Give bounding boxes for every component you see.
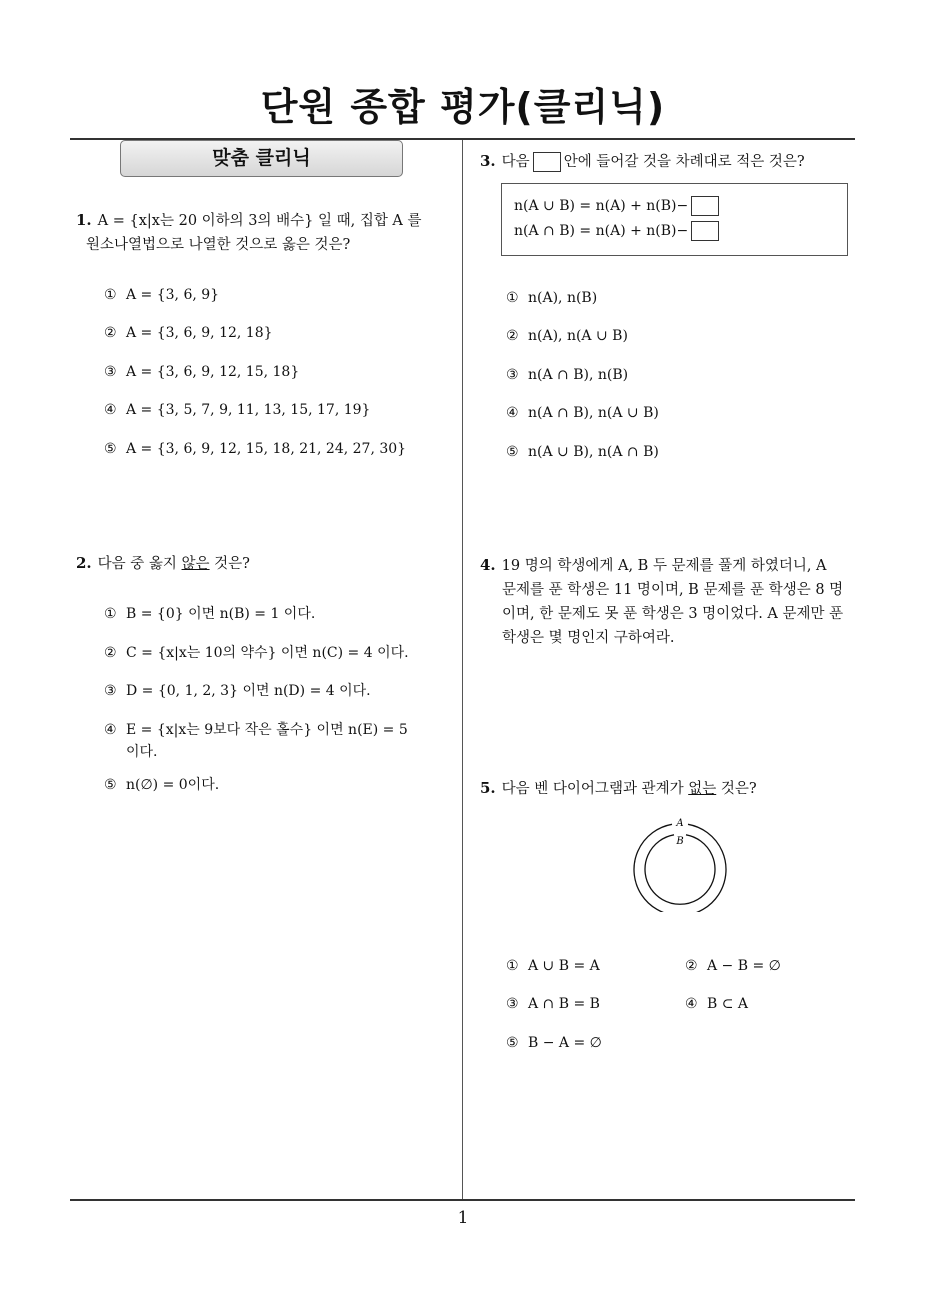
formula-intersection: n(A ∩ B) = n(A) + n(B)−	[502, 219, 847, 244]
q3-option-3[interactable]: ③ n(A ∩ B), n(B)	[506, 367, 629, 383]
q5-option-1[interactable]: ① A ∪ B = A	[506, 958, 600, 974]
question-number: 5.	[480, 779, 496, 797]
question-number: 3.	[480, 152, 496, 170]
emphasis-underline: 않은	[181, 556, 210, 572]
q5-option-4[interactable]: ④ B ⊂ A	[685, 996, 749, 1012]
q3-option-5[interactable]: ⑤ n(A ∪ B), n(A ∩ B)	[506, 444, 659, 460]
question-stem-line2: 원소나열법으로 나열한 것으로 옳은 것은?	[86, 237, 351, 253]
q3-option-4[interactable]: ④ n(A ∩ B), n(A ∪ B)	[506, 405, 659, 421]
page-title: 단원 종합 평가(클리닉)	[260, 85, 666, 129]
formula-union: n(A ∪ B) = n(A) + n(B)−	[502, 194, 847, 219]
clinic-badge: 맞춤 클리닉	[120, 140, 403, 177]
page-number: 1	[457, 1208, 469, 1228]
venn-label-a: A	[676, 818, 684, 829]
question-5: 5. 다음 벤 다이어그램과 관계가 없는 것은?	[480, 779, 757, 797]
q2-option-3[interactable]: ③ D = {0, 1, 2, 3} 이면 n(D) = 4 이다.	[104, 683, 371, 699]
question-stem-line1: A = {x|x는 20 이하의 3의 배수} 일 때, 집합 A 를	[97, 213, 422, 229]
q2-option-2[interactable]: ② C = {x|x는 10의 약수} 이면 n(C) = 4 이다.	[104, 645, 409, 661]
venn-label-b: B	[676, 836, 684, 847]
q1-option-1[interactable]: ① A = {3, 6, 9}	[104, 287, 220, 303]
q5-option-3[interactable]: ③ A ∩ B = B	[506, 996, 600, 1012]
question-number: 4.	[480, 556, 496, 574]
emphasis-underline: 없는	[688, 781, 717, 797]
q5-option-5[interactable]: ⑤ B − A = ∅	[506, 1035, 602, 1051]
venn-diagram	[630, 812, 730, 912]
q1-option-5[interactable]: ⑤ A = {3, 6, 9, 12, 15, 18, 21, 24, 27, 30}	[104, 441, 407, 457]
question-number: 2.	[76, 554, 92, 572]
question-2: 2. 다음 중 옳지 않은 것은?	[76, 554, 250, 572]
q1-option-4[interactable]: ④ A = {3, 5, 7, 9, 11, 13, 15, 17, 19}	[104, 402, 371, 418]
formula-box	[501, 183, 848, 256]
question-number: 1.	[76, 211, 92, 229]
column-divider	[462, 140, 463, 1200]
q1-option-2[interactable]: ② A = {3, 6, 9, 12, 18}	[104, 325, 273, 341]
q2-option-5[interactable]: ⑤ n(∅) = 0이다.	[104, 777, 220, 793]
q5-option-2[interactable]: ② A − B = ∅	[685, 958, 781, 974]
q3-option-2[interactable]: ② n(A), n(A ∪ B)	[506, 328, 628, 344]
q3-option-1[interactable]: ① n(A), n(B)	[506, 290, 598, 306]
question-4: 4. 19 명의 학생에게 A, B 두 문제를 풀게 하였더니, A 문제를 푼 학생은 11 명이며, B 문제를 푼 학생은 8 명 이며, 한 문제도 못 푼 학생은 3 명이었다. A 문제만 푼 학생은 몇 명인지 구하여라.	[480, 556, 844, 646]
q1-option-3[interactable]: ③ A = {3, 6, 9, 12, 15, 18}	[104, 364, 300, 380]
q2-option-1[interactable]: ① B = {0} 이면 n(B) = 1 이다.	[104, 606, 316, 622]
bottom-rule	[70, 1199, 855, 1201]
question-3: 3. 다음 안에 들어갈 것을 차례대로 적은 것은?	[480, 152, 805, 170]
answer-blank-box	[533, 152, 561, 172]
formula-blank-2	[691, 221, 719, 241]
q2-option-4[interactable]: ④ E = {x|x는 9보다 작은 홀수} 이면 n(E) = 5 이다.	[104, 722, 408, 760]
question-1	[76, 208, 458, 257]
formula-blank-1	[691, 196, 719, 216]
